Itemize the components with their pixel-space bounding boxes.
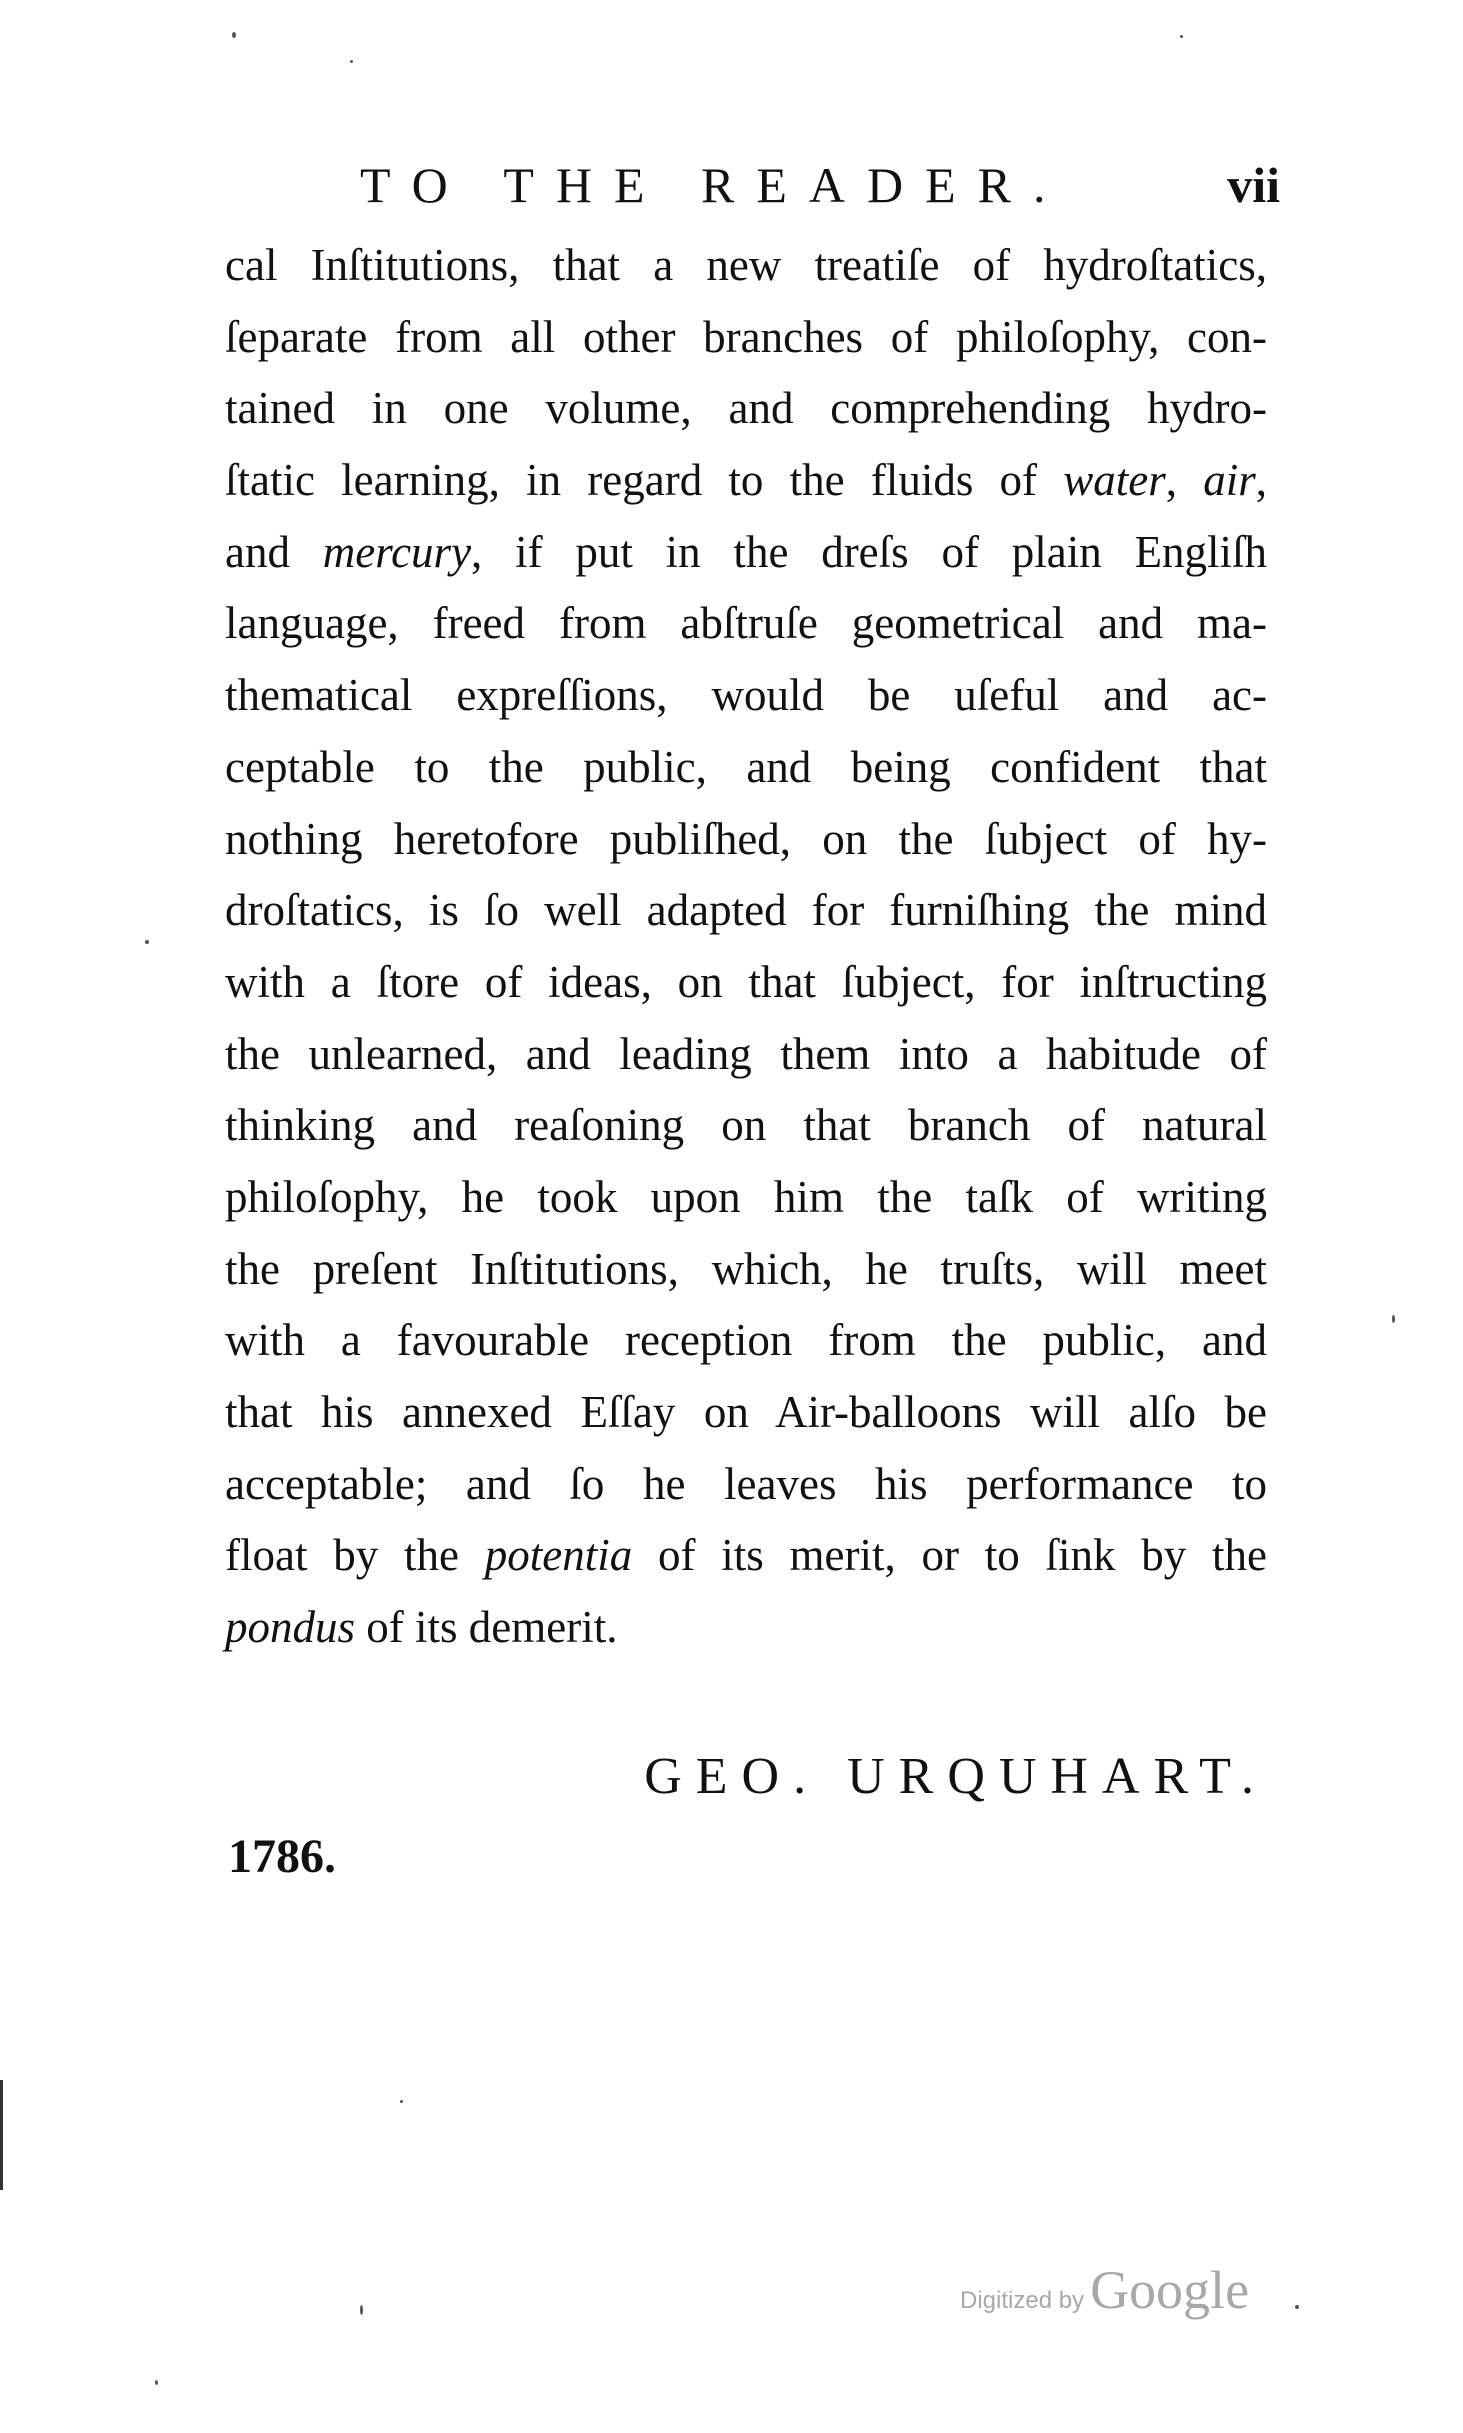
digitized-watermark <box>960 2255 1249 2339</box>
text-line: thematical expreſſions, would be uſeful and ac- <box>225 670 1267 721</box>
scan-speck <box>145 940 149 944</box>
running-head-title: TO THE READER. <box>360 157 1068 213</box>
text-line: and mercury, if put in the dreſs of plain Engliſh <box>225 526 1267 577</box>
scan-speck <box>1392 1315 1395 1323</box>
text-line: the unlearned, and leading them into a habitude of <box>225 1028 1267 1079</box>
publication-date: 1786. <box>228 1830 336 1883</box>
watermark-brand: Google <box>1090 2260 1250 2320</box>
text-line: ſeparate from all other branches of philoſophy, con- <box>225 311 1267 362</box>
text-line: the preſent Inſtitutions, which, he truſts, will meet <box>225 1243 1267 1294</box>
text-line: thinking and reaſoning on that branch of natural <box>225 1100 1267 1151</box>
scan-speck <box>232 32 236 38</box>
italic-word-potentia: potentia <box>484 1530 633 1581</box>
text-line: philoſophy, he took upon him the taſk of writing <box>225 1171 1267 1222</box>
text-line: cal Inſtitutions, that a new treatiſe of hydroſtatics, <box>225 240 1267 290</box>
text-line: droſtatics, is ſo well adapted for furniſhing the mind <box>225 885 1267 936</box>
scan-speck <box>400 2100 403 2103</box>
running-head <box>360 150 1280 220</box>
italic-word-mercury: mercury <box>322 526 472 577</box>
text-line: float by the potentia of its merit, or to ſink by the <box>225 1530 1267 1581</box>
text-line: nothing heretofore publiſhed, on the ſubject of hy- <box>225 813 1267 864</box>
scan-speck <box>350 60 353 63</box>
text-line-last: pondus of its demerit. <box>225 1602 618 1653</box>
scan-speck <box>1180 35 1183 38</box>
text-line: acceptable; and ſo he leaves his performance to <box>225 1458 1267 1509</box>
italic-word-pondus: pondus <box>225 1602 356 1653</box>
page-number: vii <box>1227 157 1280 213</box>
italic-word-air: air <box>1203 455 1256 506</box>
body-paragraph <box>225 230 1267 1664</box>
scan-speck <box>360 2305 363 2315</box>
text-line: ſtatic learning, in regard to the fluids of water, air, <box>225 455 1267 506</box>
scan-speck <box>155 2380 158 2385</box>
author-signature: GEO. URQUHART. <box>644 1748 1268 1805</box>
text-line: tained in one volume, and comprehending hydro- <box>225 383 1267 434</box>
page-edge-mark <box>0 2080 3 2190</box>
text-line: with a favourable reception from the public, and <box>225 1315 1267 1366</box>
text-line: that his annexed Eſſay on Air-balloons will alſo be <box>225 1387 1267 1437</box>
scan-speck <box>1295 2305 1299 2309</box>
text-line: ceptable to the public, and being confident that <box>225 741 1267 792</box>
italic-word-water: water <box>1063 455 1166 506</box>
watermark-prefix: Digitized by <box>960 2287 1085 2314</box>
text-line: language, freed from abſtruſe geometrical and ma- <box>225 598 1267 649</box>
text-line: with a ſtore of ideas, on that ſubject, for inſtructing <box>225 956 1267 1007</box>
